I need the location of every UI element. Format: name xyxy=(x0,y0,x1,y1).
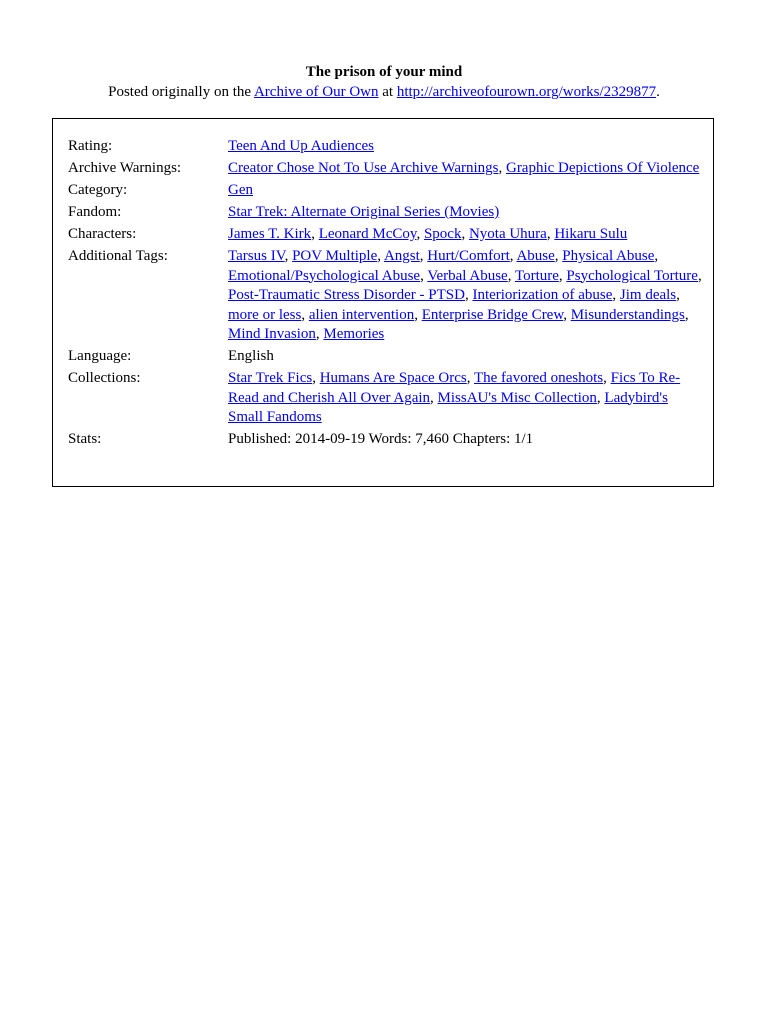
work-metadata-box xyxy=(52,118,714,487)
tags-label: Additional Tags: xyxy=(68,248,168,264)
collection-link[interactable]: Fics To Re-Read and Cherish All Over Again xyxy=(228,370,681,406)
category-row xyxy=(68,181,703,201)
posted-prefix: Posted originally on the xyxy=(108,84,254,100)
warnings-value: Creator Chose Not To Use Archive Warnings, Graphic Depictions Of Violence xyxy=(228,160,700,176)
warnings-row xyxy=(68,159,703,179)
work-title: The prison of your mind xyxy=(305,64,463,80)
tag-link[interactable]: Misunderstandings xyxy=(570,306,685,323)
posted-line xyxy=(0,82,768,102)
language-row xyxy=(68,347,703,367)
warnings-label: Archive Warnings: xyxy=(68,160,182,176)
tag-link[interactable]: Enterprise Bridge Crew xyxy=(421,306,564,323)
tag-link[interactable]: Emotional/Psychological Abuse xyxy=(228,267,421,284)
rating-row xyxy=(68,137,703,157)
category-value xyxy=(228,181,703,201)
language-label: Language: xyxy=(68,348,132,364)
category-label: Category: xyxy=(68,182,128,198)
collections-value: Star Trek Fics, Humans Are Space Orcs, The favored oneshots, Fics To Re-Read and Cherish All Over Again, MissAU's Misc Collection, Ladybird's Small Fandoms xyxy=(228,370,681,425)
character-link[interactable]: James T. Kirk xyxy=(228,226,312,242)
fandom-row xyxy=(68,203,703,223)
stats-value: Published: 2014-09-19 Words: 7,460 Chapters: 1/1 xyxy=(228,431,534,447)
warning-link[interactable]: Graphic Depictions Of Violence xyxy=(505,160,700,176)
tag-link[interactable]: POV Multiple xyxy=(292,248,378,264)
stats-label: Stats: xyxy=(68,431,102,447)
warning-link[interactable]: Creator Chose Not To Use Archive Warnings xyxy=(228,160,499,176)
collection-link[interactable]: The favored oneshots xyxy=(473,370,604,386)
work-url-link[interactable]: http://archiveofourown.org/works/2329877 xyxy=(396,84,657,100)
language-value: English xyxy=(228,348,274,364)
tag-link[interactable]: Jim deals xyxy=(619,287,677,303)
collection-link[interactable]: MissAU's Misc Collection xyxy=(437,389,597,406)
archive-link[interactable]: Archive of Our Own xyxy=(253,84,379,100)
collections-label: Collections: xyxy=(68,370,141,386)
tag-link[interactable]: Post-Traumatic Stress Disorder - PTSD xyxy=(228,287,465,303)
rating-label: Rating: xyxy=(68,138,113,154)
character-link[interactable]: Leonard McCoy xyxy=(318,226,417,242)
tags-value: Tarsus IV, POV Multiple, Angst, Hurt/Comfort, Abuse, Physical Abuse, Emotional/Psychological Abuse, Verbal Abuse, Torture, Psychological Torture, Post-Traumatic Stress Disorder - PTSD, Interiorization of abuse, Jim deals, more or less, alien intervention, Enterprise Bridge Crew, Misunderstandings, Mind Invasion, Memories xyxy=(228,248,702,342)
tags-row xyxy=(68,247,703,345)
metadata-table xyxy=(68,137,703,452)
character-link[interactable]: Hikaru Sulu xyxy=(554,226,628,242)
rating-value xyxy=(228,137,703,157)
fandom-value xyxy=(228,203,703,223)
tag-link[interactable]: Angst xyxy=(383,248,420,264)
collection-link[interactable]: Ladybird's Small Fandoms xyxy=(228,389,668,425)
tag-link[interactable]: Mind Invasion xyxy=(228,326,316,342)
tag-link[interactable]: Psychological Torture xyxy=(566,267,698,284)
tag-link[interactable]: Torture xyxy=(514,267,559,284)
collection-link[interactable]: Star Trek Fics xyxy=(228,370,313,386)
tag-link[interactable]: alien intervention xyxy=(308,306,415,323)
rating-link[interactable]: Teen And Up Audiences xyxy=(228,138,375,154)
collections-row xyxy=(68,369,703,428)
characters-row xyxy=(68,225,703,245)
category-link[interactable]: Gen xyxy=(228,182,253,198)
collection-link[interactable]: Humans Are Space Orcs xyxy=(319,370,467,386)
characters-label: Characters: xyxy=(68,226,137,242)
tag-link[interactable]: Interiorization of abuse xyxy=(472,287,613,303)
tag-link[interactable]: Tarsus IV xyxy=(228,248,285,264)
posted-mid: at xyxy=(378,84,397,100)
character-link[interactable]: Spock xyxy=(423,226,462,242)
posted-suffix: . xyxy=(656,84,660,100)
tag-link[interactable]: Hurt/Comfort xyxy=(427,248,510,264)
tag-link[interactable]: Abuse xyxy=(516,248,555,264)
characters-value: James T. Kirk, Leonard McCoy, Spock, Nyota Uhura, Hikaru Sulu xyxy=(228,226,628,242)
fandom-label: Fandom: xyxy=(68,204,122,220)
work-header xyxy=(0,62,768,102)
tag-link[interactable]: Verbal Abuse xyxy=(427,267,508,284)
tag-link[interactable]: Physical Abuse xyxy=(562,248,655,264)
character-link[interactable]: Nyota Uhura xyxy=(468,226,547,242)
tag-link[interactable]: more or less xyxy=(228,306,302,323)
stats-row xyxy=(68,430,703,450)
tag-link[interactable]: Memories xyxy=(323,326,385,342)
fandom-link[interactable]: Star Trek: Alternate Original Series (Movies) xyxy=(228,204,500,220)
